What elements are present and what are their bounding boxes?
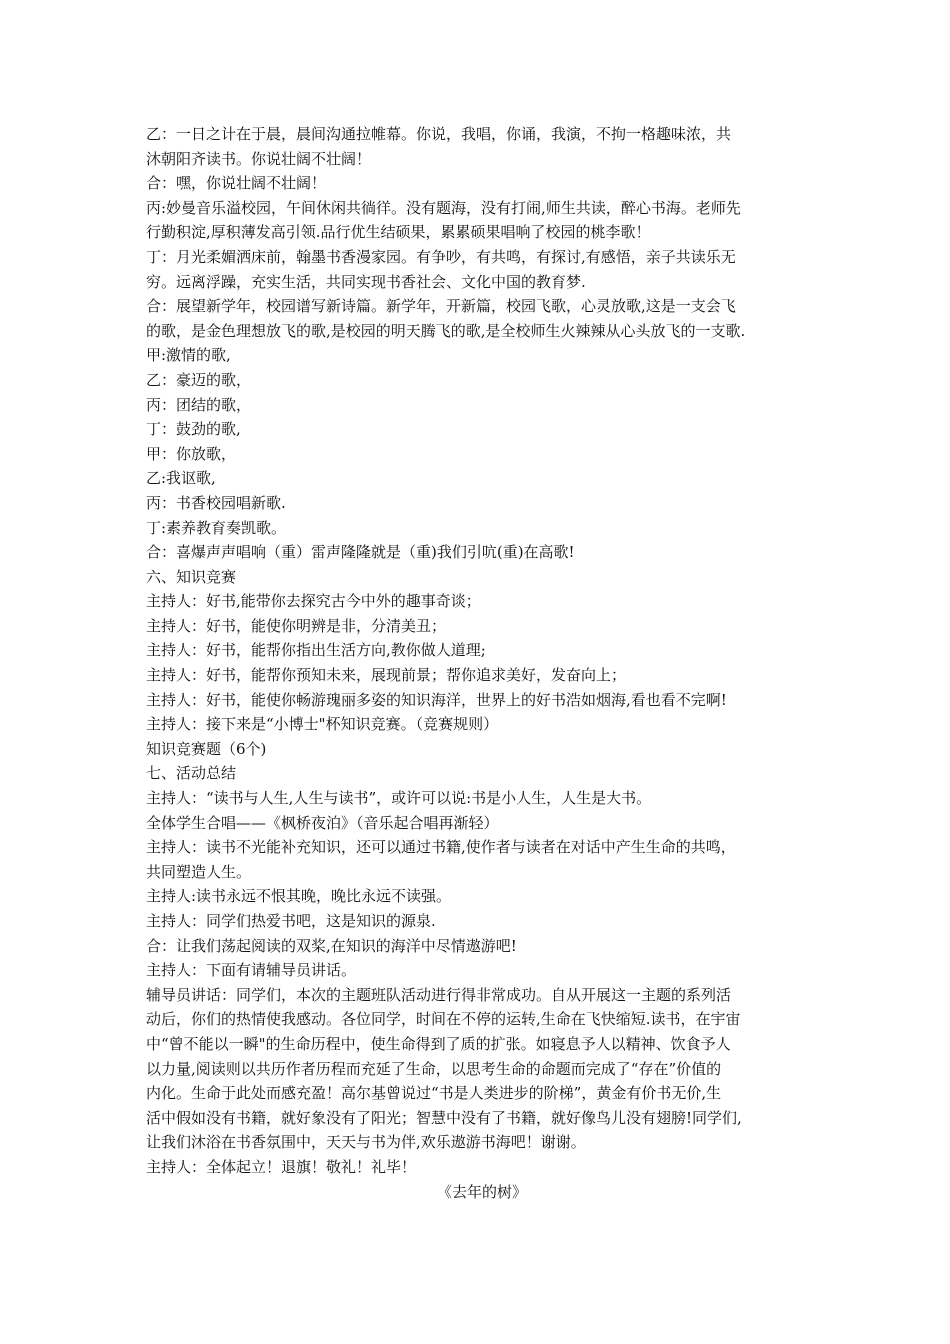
text-line: 六、知识竞赛 <box>146 567 237 586</box>
text-line: 主持人：好书，能帮你指出生活方向,教你做人道理; <box>146 641 486 660</box>
text-line: 的歌，是金色理想放飞的歌,是校园的明天腾飞的歌,是全校师生火辣辣从心头放飞的一支歌. <box>146 321 746 340</box>
text-line: 乙：一日之计在于晨，晨间沟通拉帷幕。你说，我唱，你诵，我演，不拘一格趣味浓，共 <box>146 125 732 143</box>
text-line: 以力量,阅读则以共历作者历程而充延了生命，以思考生命的命题而完成了“存在”价值的 <box>146 1059 722 1078</box>
text-line: 主持人：全体起立！退旗！敬礼！礼毕！ <box>146 1157 417 1176</box>
text-line: 穷。远离浮躁，充实生活，共同实现书香社会、文化中国的教育梦. <box>146 272 586 291</box>
text-line: 主持人：好书，能使你明辨是非，分清美丑； <box>146 616 447 635</box>
document-body <box>146 122 818 1180</box>
text-line: 丙：团结的歌， <box>146 395 252 414</box>
text-line: 丁：鼓劲的歌, <box>146 420 241 439</box>
text-line: 七、活动总结 <box>146 764 237 783</box>
text-line: 活中假如没有书籍，就好象没有了阳光；智慧中没有了书籍，就好像鸟儿没有翅膀!同学们, <box>146 1108 742 1127</box>
poem-title: 《去年的树》 <box>436 1182 527 1201</box>
text-line: 知识竞赛题（6个) <box>146 739 267 758</box>
text-line: 主持人：“读书与人生,人生与读书”，或许可以说:书是小人生，人生是大书。 <box>146 789 652 808</box>
text-line: 全体学生合唱——《枫桥夜泊》（音乐起合唱再渐轻） <box>146 813 499 832</box>
text-line: 合：展望新学年，校园谱写新诗篇。新学年，开新篇，校园飞歌，心灵放歌,这是一支会飞 <box>146 297 736 316</box>
text-line: 乙：豪迈的歌， <box>146 370 252 389</box>
text-line: 共同塑造人生。 <box>146 862 252 881</box>
document-page <box>146 122 818 1204</box>
text-line: 主持人：好书，能帮你预知未来，展现前景；帮你追求美好，发奋向上； <box>146 666 627 685</box>
text-line: 主持人:读书永远不恨其晚，晚比永远不读强。 <box>146 887 452 906</box>
text-line: 主持人：好书，能使你畅游瑰丽多姿的知识海洋，世界上的好书浩如烟海,看也看不完啊! <box>146 690 727 709</box>
text-line: 主持人：同学们热爱书吧，这是知识的源泉. <box>146 912 436 930</box>
text-line: 动后，你们的热情使我感动。各位同学，时间在不停的运转,生命在飞快缩短.读书，在宇宙 <box>146 1010 741 1029</box>
text-line: 丙:妙曼音乐溢校园，午间休闲共徜徉。没有题海，没有打闹,师生共读，醉心书海。老师先 <box>146 198 741 217</box>
text-line: 乙:我讴歌, <box>146 469 216 488</box>
text-line: 主持人：接下来是“小博士"杯知识竞赛。（竞赛规则） <box>146 715 499 734</box>
text-line: 让我们沐浴在书香氛围中，天天与书为伴,欢乐遨游书海吧！谢谢。 <box>146 1133 586 1152</box>
text-line: 主持人：下面有请辅导员讲话。 <box>146 961 357 980</box>
text-line: 丁:素养教育奏凯歌。 <box>146 518 287 537</box>
text-line: 合：嘿，你说壮阔不壮阔！ <box>146 174 327 193</box>
text-line: 沐朝阳齐读书。你说壮阔不壮阔！ <box>146 149 372 168</box>
text-line: 丙：书香校园唱新歌. <box>146 493 286 512</box>
text-line: 行勤积淀,厚积薄发高引领.品行优生结硕果，累累硕果唱响了校园的桃李歌！ <box>146 223 651 242</box>
text-line: 丁：月光柔媚洒床前，翰墨书香漫家园。有争吵，有共鸣，有探讨,有感悟，亲子共读乐无 <box>146 247 736 266</box>
text-line: 合：喜爆声声唱响（重）雷声隆隆就是（重)我们引吭(重)在高歌! <box>146 543 575 562</box>
text-line: 甲:激情的歌, <box>146 346 231 365</box>
text-line: 中“曾不能以一瞬"的生命历程中，使生命得到了质的扩张。如寝息予人以精神、饮食予人 <box>146 1034 731 1053</box>
text-line: 主持人：读书不光能补充知识，还可以通过书籍,使作者与读者在对话中产生生命的共鸣， <box>146 838 736 857</box>
text-line: 内化。生命于此处而感充盈！高尔基曾说过“书是人类进步的阶梯”，黄金有价书无价,生 <box>146 1084 722 1103</box>
text-line: 合：让我们荡起阅读的双桨,在知识的海洋中尽情遨游吧! <box>146 936 517 955</box>
text-line: 辅导员讲话：同学们，本次的主题班队活动进行得非常成功。自从开展这一主题的系列活 <box>146 985 732 1004</box>
text-line: 主持人：好书,能带你去探究古今中外的趣事奇谈； <box>146 592 481 611</box>
text-line: 甲：你放歌， <box>146 444 237 463</box>
